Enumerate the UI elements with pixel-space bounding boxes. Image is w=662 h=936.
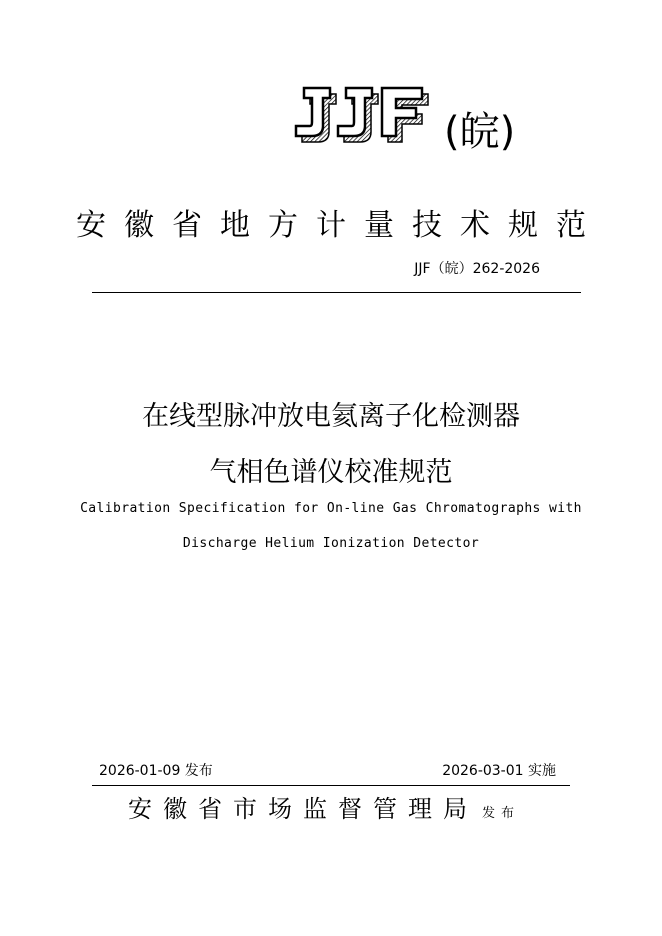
logo-region-suffix: (皖): [444, 109, 516, 155]
chinese-title-line-1: 在线型脉冲放电氦离子化检测器: [142, 401, 520, 432]
issuer-name: 安徽省市场监督管理局: [128, 795, 478, 823]
issuing-authority: [128, 789, 520, 824]
jjf-logo: [290, 86, 440, 148]
top-divider: [92, 292, 581, 293]
implementation-date: 2026-03-01 实施: [442, 763, 556, 779]
english-title-line-2: Discharge Helium Ionization Detector: [182, 536, 480, 551]
issuer-suffix: 发布: [482, 806, 521, 821]
english-title-line-1: Calibration Specification for On-line Gas Chromatographs with: [80, 501, 582, 516]
bottom-divider: [92, 785, 570, 786]
standard-type-heading: 安徽省地方计量技术规范: [76, 208, 604, 243]
document-number: JJF（皖）262-2026: [414, 261, 540, 277]
issue-date: 2026-01-09 发布: [99, 763, 213, 779]
jjf-logo-graphic: [290, 86, 440, 148]
chinese-title-line-2: 气相色谱仪校准规范: [209, 457, 453, 488]
